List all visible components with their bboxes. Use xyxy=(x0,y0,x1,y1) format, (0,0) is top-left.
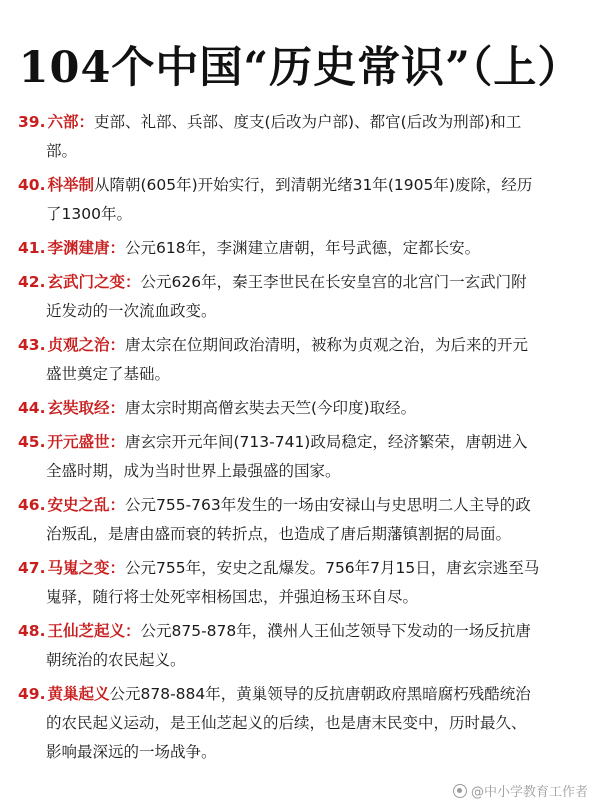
list-item-39 xyxy=(18,108,588,166)
item-text: 唐太宗在位期间政治清明，被称为贞观之治，为后来的开元 xyxy=(125,336,529,354)
watermark xyxy=(453,781,588,800)
item-text: 唐太宗时期高僧玄奘去天竺(今印度)取经。 xyxy=(125,399,417,417)
item-number: 43. xyxy=(18,336,46,354)
list-item-40 xyxy=(18,171,588,229)
item-number: 41. xyxy=(18,239,46,257)
item-term: 玄奘取经 xyxy=(47,399,110,417)
list-item-48 xyxy=(18,617,588,675)
item-separator: ： xyxy=(109,399,125,417)
item-term: 马嵬之变 xyxy=(47,559,110,577)
history-list xyxy=(18,108,588,772)
list-item-41 xyxy=(18,234,588,263)
item-text: 公元875-878年，濮州人王仙芝领导下发动的一场反抗唐 xyxy=(140,622,531,640)
item-separator: ： xyxy=(109,559,125,577)
item-text-continued-2: 影响最深远的一场战争。 xyxy=(46,743,217,761)
item-number: 47. xyxy=(18,559,46,577)
item-text-continued: 嵬驿，随行将士处死宰相杨国忠，并强迫杨玉环自尽。 xyxy=(46,588,419,606)
item-text: 吏部、礼部、兵部、度支(后改为户部)、都官(后改为刑部)和工 xyxy=(94,113,522,131)
page-title: 104个中国“历史常识”（上） xyxy=(18,43,582,93)
item-text: 公元755年，安史之乱爆发。756年7月15日，唐玄宗逃至马 xyxy=(125,559,540,577)
list-item-45 xyxy=(18,428,588,486)
item-text-continued: 朝统治的农民起义。 xyxy=(46,651,186,669)
item-text: 公元626年，秦王李世民在长安皇宫的北宫门一玄武门附 xyxy=(140,273,527,291)
item-separator: ： xyxy=(124,622,141,640)
list-item-49 xyxy=(18,680,588,767)
item-number: 44. xyxy=(18,399,46,417)
item-text: 唐玄宗开元年间(713-741)政局稳定，经济繁荣，唐朝进入 xyxy=(125,433,528,451)
item-separator: ： xyxy=(109,239,125,257)
list-item-44 xyxy=(18,394,588,423)
item-text-continued: 全盛时期，成为当时世界上最强盛的国家。 xyxy=(46,462,341,480)
item-separator: ： xyxy=(109,336,125,354)
item-number: 49. xyxy=(18,685,46,703)
item-separator: ： xyxy=(78,113,94,131)
item-separator: ： xyxy=(124,273,141,291)
item-text-continued: 了1300年。 xyxy=(46,205,132,223)
item-number: 39. xyxy=(18,113,46,131)
item-term: 王仙芝起义 xyxy=(47,622,125,640)
item-text-continued: 盛世奠定了基础。 xyxy=(46,365,171,383)
item-text-continued: 近发动的一次流血政变。 xyxy=(46,302,217,320)
item-term: 开元盛世 xyxy=(47,433,110,451)
item-separator: ： xyxy=(109,433,125,451)
item-number: 45. xyxy=(18,433,46,451)
item-number: 46. xyxy=(18,496,46,514)
item-term: 李渊建唐 xyxy=(47,239,110,257)
item-text: 公元618年，李渊建立唐朝，年号武德，定都长安。 xyxy=(125,239,481,257)
item-text: 公元878-884年，黄巢领导的反抗唐朝政府黑暗腐朽残酷统治 xyxy=(109,685,531,703)
account-icon xyxy=(453,784,467,798)
list-item-43 xyxy=(18,331,588,389)
item-number: 40. xyxy=(18,176,46,194)
item-text-continued: 治叛乱，是唐由盛而衰的转折点，也造成了唐后期藩镇割据的局面。 xyxy=(46,525,512,543)
list-item-42 xyxy=(18,268,588,326)
item-text-continued: 部。 xyxy=(46,142,78,160)
item-text-continued: 的农民起义运动，是王仙芝起义的后续，也是唐末民变中，历时最久、 xyxy=(46,714,527,732)
item-number: 42. xyxy=(18,273,46,291)
item-term: 科举制 xyxy=(47,176,94,194)
watermark-text: @中小学教育工作者 xyxy=(470,785,588,800)
item-text: 从隋朝(605年)开始实行，到清朝光绪31年(1905年)废除，经历 xyxy=(93,176,533,194)
item-text: 公元755-763年发生的一场由安禄山与史思明二人主导的政 xyxy=(125,496,531,514)
item-term: 安史之乱 xyxy=(47,496,110,514)
list-item-46 xyxy=(18,491,588,549)
item-number: 48. xyxy=(18,622,46,640)
item-term: 贞观之治 xyxy=(47,336,110,354)
item-term: 黄巢起义 xyxy=(47,685,110,703)
list-item-47 xyxy=(18,554,588,612)
item-term: 六部 xyxy=(47,113,79,131)
item-term: 玄武门之变 xyxy=(47,273,125,291)
item-separator: ： xyxy=(109,496,125,514)
